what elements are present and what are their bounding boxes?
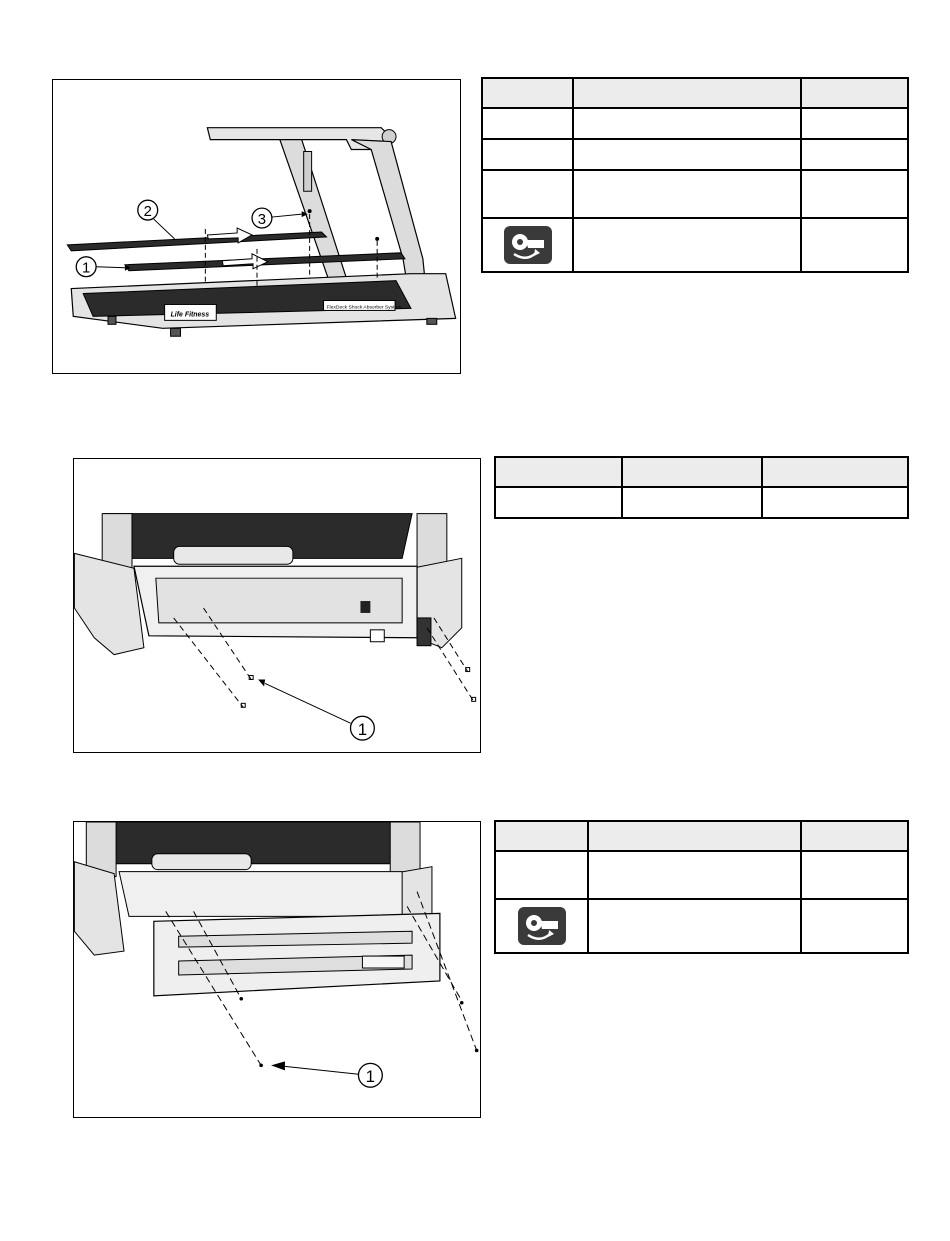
wrench-icon [518,907,566,945]
table-header-cell [762,457,908,487]
table-cell [801,851,908,899]
table-cell [573,218,801,272]
table-header-cell [801,78,908,108]
table-row [495,487,908,518]
table-header-cell [495,821,588,851]
callout-3 [252,208,308,228]
table-cell [762,487,908,518]
callout-1 [258,679,374,740]
table-header-cell [482,78,573,108]
svg-text:2: 2 [143,204,152,221]
table-cell [622,487,762,518]
table-cell [801,139,908,170]
table-header-cell [588,821,801,851]
table-2 [494,456,909,519]
svg-text:1: 1 [357,720,368,740]
table-header-row [495,821,908,851]
table-header-row [495,457,908,487]
brand-logo: Life Fitness [170,311,210,319]
table-header-cell [573,78,801,108]
table-cell [495,487,622,518]
table-cell [495,851,588,899]
table-row [482,108,908,139]
tool-cell [495,899,588,953]
table-header-cell [622,457,762,487]
table-cell [801,899,908,953]
table-row [482,170,908,218]
table-cell [482,108,573,139]
table-header-cell [495,457,622,487]
figure-1-illustration [53,80,460,373]
wrench-icon [504,226,552,264]
svg-text:3: 3 [257,212,267,229]
figure-1-treadmill-side-rails [52,79,461,374]
callout-2 [138,200,175,239]
table-cell [573,108,801,139]
table-header-row [482,78,908,108]
figure-3-rear-cover-removal [73,821,481,1118]
table-cell [801,108,908,139]
table-row [495,899,908,953]
table-cell [801,170,908,218]
table-cell [573,170,801,218]
table-1 [481,77,909,273]
table-cell [482,139,573,170]
table-cell [573,139,801,170]
table-cell [801,218,908,272]
svg-text:1: 1 [365,1067,376,1087]
tool-cell [482,218,573,272]
table-header-cell [801,821,908,851]
svg-text:1: 1 [82,260,91,277]
table-cell [588,899,801,953]
table-row [482,139,908,170]
callout-1 [76,257,131,277]
table-cell [482,170,573,218]
deck-label: FlexDeck Shock Absorber System [326,305,402,311]
table-3 [494,820,909,954]
figure-2-rear-cover-screws [73,458,481,753]
table-row [482,218,908,272]
figure-2-illustration [74,459,480,752]
figure-3-illustration [74,822,480,1117]
table-cell [588,851,801,899]
callout-1 [271,1061,382,1087]
table-row [495,851,908,899]
